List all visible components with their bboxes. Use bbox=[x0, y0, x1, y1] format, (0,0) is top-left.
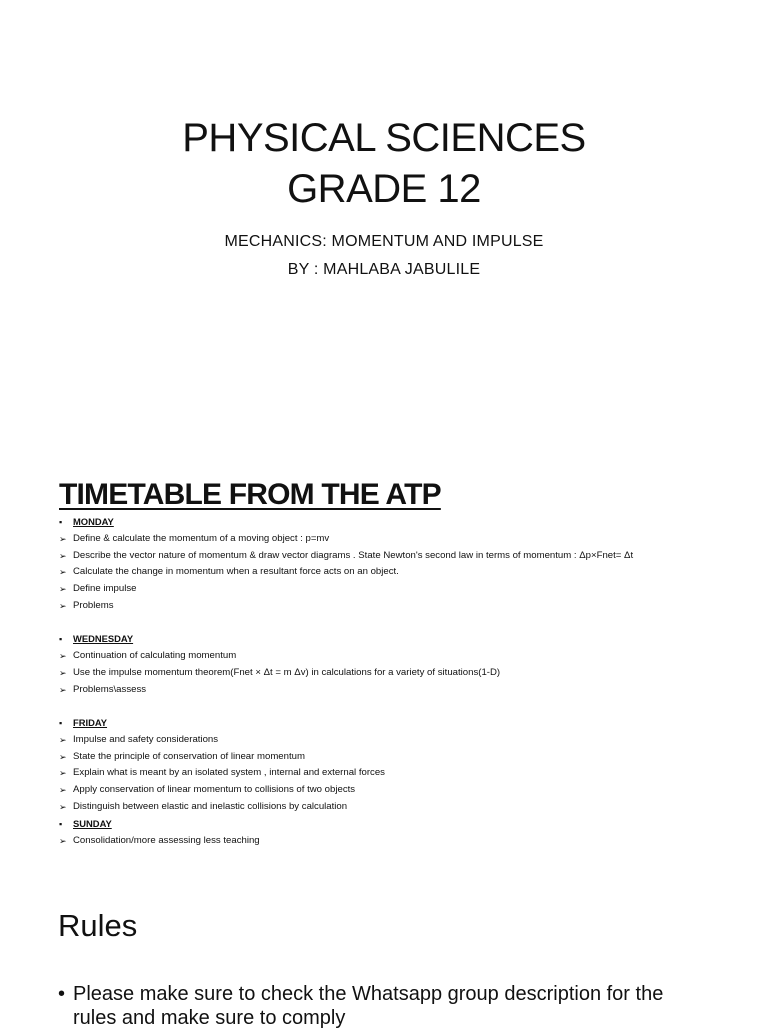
list-item bbox=[59, 648, 759, 665]
day-header-wednesday bbox=[59, 631, 759, 648]
day-header-monday bbox=[59, 514, 759, 531]
arrow-bullet-icon: ➢ bbox=[59, 768, 67, 779]
list-item-text: Calculate the change in momentum when a resultant force acts on an object. bbox=[73, 566, 399, 578]
arrow-bullet-icon: ➢ bbox=[59, 667, 67, 678]
bullet-icon: ▪ bbox=[59, 717, 63, 728]
list-item-text: Use the impulse momentum theorem(Fnet × Δt = m Δv) in calculations for a variety of situations(1-D) bbox=[73, 666, 501, 678]
day-label: SUNDAY bbox=[73, 817, 112, 829]
list-item-text: Apply conservation of linear momentum to collisions of two objects bbox=[73, 784, 356, 796]
list-item bbox=[58, 982, 698, 1030]
arrow-bullet-icon: ➢ bbox=[59, 734, 67, 745]
list-item bbox=[59, 531, 759, 548]
list-item-text: Explain what is meant by an isolated system , internal and external forces bbox=[73, 767, 385, 779]
subtitle-topic: MECHANICS: MOMENTUM AND IMPULSE bbox=[224, 233, 544, 250]
bullet-icon: ▪ bbox=[59, 818, 63, 829]
subtitle-block bbox=[0, 228, 768, 284]
day-label: WEDNESDAY bbox=[73, 633, 134, 645]
list-item bbox=[59, 782, 759, 799]
day-header-friday bbox=[59, 715, 759, 732]
list-item bbox=[59, 799, 759, 816]
arrow-bullet-icon: ➢ bbox=[59, 600, 67, 611]
list-item-text: Impulse and safety considerations bbox=[73, 733, 219, 745]
arrow-bullet-icon: ➢ bbox=[59, 835, 67, 846]
arrow-bullet-icon: ➢ bbox=[59, 584, 67, 595]
timetable-schedule bbox=[59, 514, 759, 849]
list-item bbox=[59, 732, 759, 749]
list-item-text: Continuation of calculating momentum bbox=[73, 650, 237, 662]
spacer bbox=[59, 615, 759, 632]
arrow-bullet-icon: ➢ bbox=[59, 801, 67, 812]
arrow-bullet-icon: ➢ bbox=[59, 785, 67, 796]
list-item-text: Define & calculate the momentum of a moving object : p=mv bbox=[73, 532, 330, 544]
rules-list bbox=[58, 982, 698, 1030]
list-item-text: State the principle of conservation of linear momentum bbox=[73, 750, 305, 762]
day-label: MONDAY bbox=[73, 516, 114, 527]
day-header-sunday bbox=[59, 816, 759, 833]
arrow-bullet-icon: ➢ bbox=[59, 533, 67, 544]
day-label: FRIDAY bbox=[73, 716, 108, 728]
list-item bbox=[59, 581, 759, 598]
arrow-bullet-icon: ➢ bbox=[59, 550, 67, 561]
arrow-bullet-icon: ➢ bbox=[59, 751, 67, 762]
list-item bbox=[59, 682, 759, 699]
list-item-text: Consolidation/more assessing less teaching bbox=[73, 834, 260, 846]
list-item bbox=[59, 765, 759, 782]
list-item-text: Distinguish between elastic and inelastic collisions by calculation bbox=[73, 800, 348, 812]
list-item bbox=[59, 548, 759, 565]
arrow-bullet-icon: ➢ bbox=[59, 567, 67, 578]
arrow-bullet-icon: ➢ bbox=[59, 684, 67, 695]
list-item-text: Problems bbox=[73, 599, 114, 611]
list-item bbox=[59, 833, 759, 850]
list-item bbox=[59, 598, 759, 615]
title-line-1: PHYSICAL SCIENCES bbox=[182, 116, 586, 160]
list-item bbox=[59, 749, 759, 766]
subtitle-author: BY : MAHLABA JABULILE bbox=[287, 261, 481, 278]
list-item bbox=[59, 564, 759, 581]
bullet-icon: ▪ bbox=[59, 517, 63, 527]
rules-heading: Rules bbox=[58, 908, 138, 943]
bullet-icon: • bbox=[58, 983, 66, 1005]
rule-text: Please make sure to check the Whatsapp group description for the rules and make sure to comply bbox=[73, 983, 664, 1029]
list-item bbox=[59, 665, 759, 682]
bullet-icon: ▪ bbox=[59, 634, 63, 645]
slide-title bbox=[0, 3, 768, 215]
list-item-text: Define impulse bbox=[73, 583, 137, 595]
list-item-text: Problems\assess bbox=[73, 683, 147, 695]
title-line-2: GRADE 12 bbox=[287, 167, 481, 211]
timetable-heading: TIMETABLE FROM THE ATP bbox=[59, 478, 441, 511]
spacer bbox=[59, 698, 759, 715]
list-item-text: Describe the vector nature of momentum & draw vector diagrams . State Newton's second law in terms of momentum : Δp×Fnet= Δt bbox=[73, 549, 634, 561]
arrow-bullet-icon: ➢ bbox=[59, 651, 67, 662]
